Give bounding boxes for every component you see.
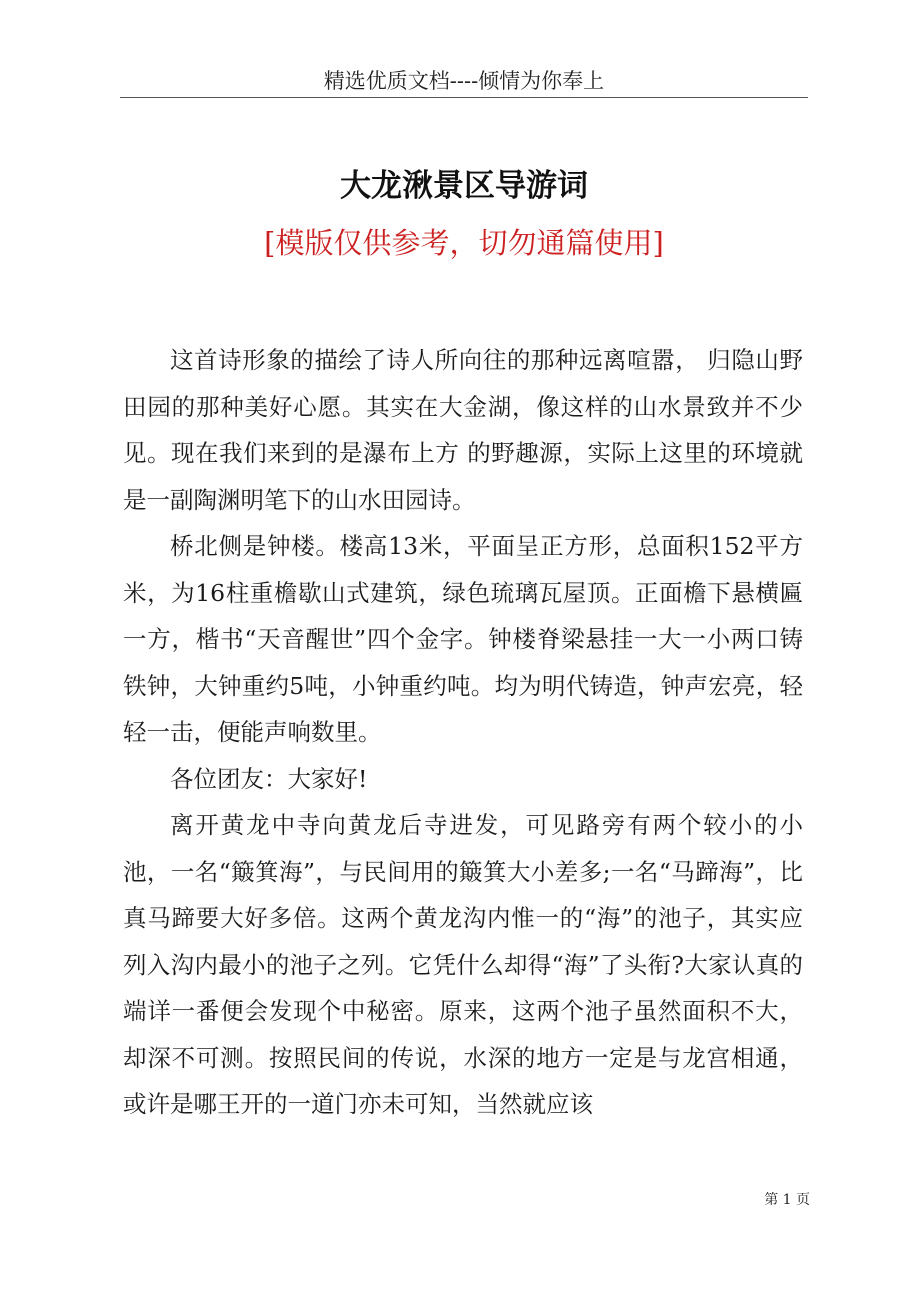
document-body [123,337,803,1128]
paragraph: 各位团友：大家好! [170,764,368,793]
document-title: 大龙湫景区导游词 [340,168,588,204]
paragraph: 这首诗形象的描绘了诗人所向往的那种远离喧嚣， 归隐山野田园的那种美好心愿。其实在大金湖，像这样的山水景致并不少见。现在我们来到的是瀑布上方 的野趣源，实际上这里的环境就是一副陶渊明笔下的山水田园诗。 [123,346,803,514]
header-divider [120,97,808,98]
page-header: 精选优质文档----倾情为你奉上 [323,69,605,93]
paragraph: 离开黄龙中寺向黄龙后寺进发，可见路旁有两个较小的小池，一名“簸箕海”，与民间用的簸箕大小差多;一名“马蹄海”，比真马蹄要大好多倍。这两个黄龙沟内惟一的“海”的池子，其实应列入沟内最小的池子之列。它凭什么却得“海”了头衔?大家认真的端详一番便会发现个中秘密。原来，这两个池子虽然面积不大，却深不可测。按照民间的传说，水深的地方一定是与龙宫相通，或许是哪王开的一道门亦未可知，当然就应该 [123,811,803,1118]
document-subtitle: [模版仅供参考，切勿通篇使用] [264,226,664,260]
page-number: 第 1 页 [764,1192,810,1208]
paragraph: 桥北侧是钟楼。楼高13米，平面呈正方形，总面积152平方米，为16柱重檐歇山式建筑，绿色琉璃瓦屋顶。正面檐下悬横匾一方，楷书“天音醒世”四个金字。钟楼脊梁悬挂一大一小两口铸铁钟，大钟重约5吨，小钟重约吨。均为明代铸造，钟声宏亮，轻轻一击，便能声响数里。 [123,532,803,746]
